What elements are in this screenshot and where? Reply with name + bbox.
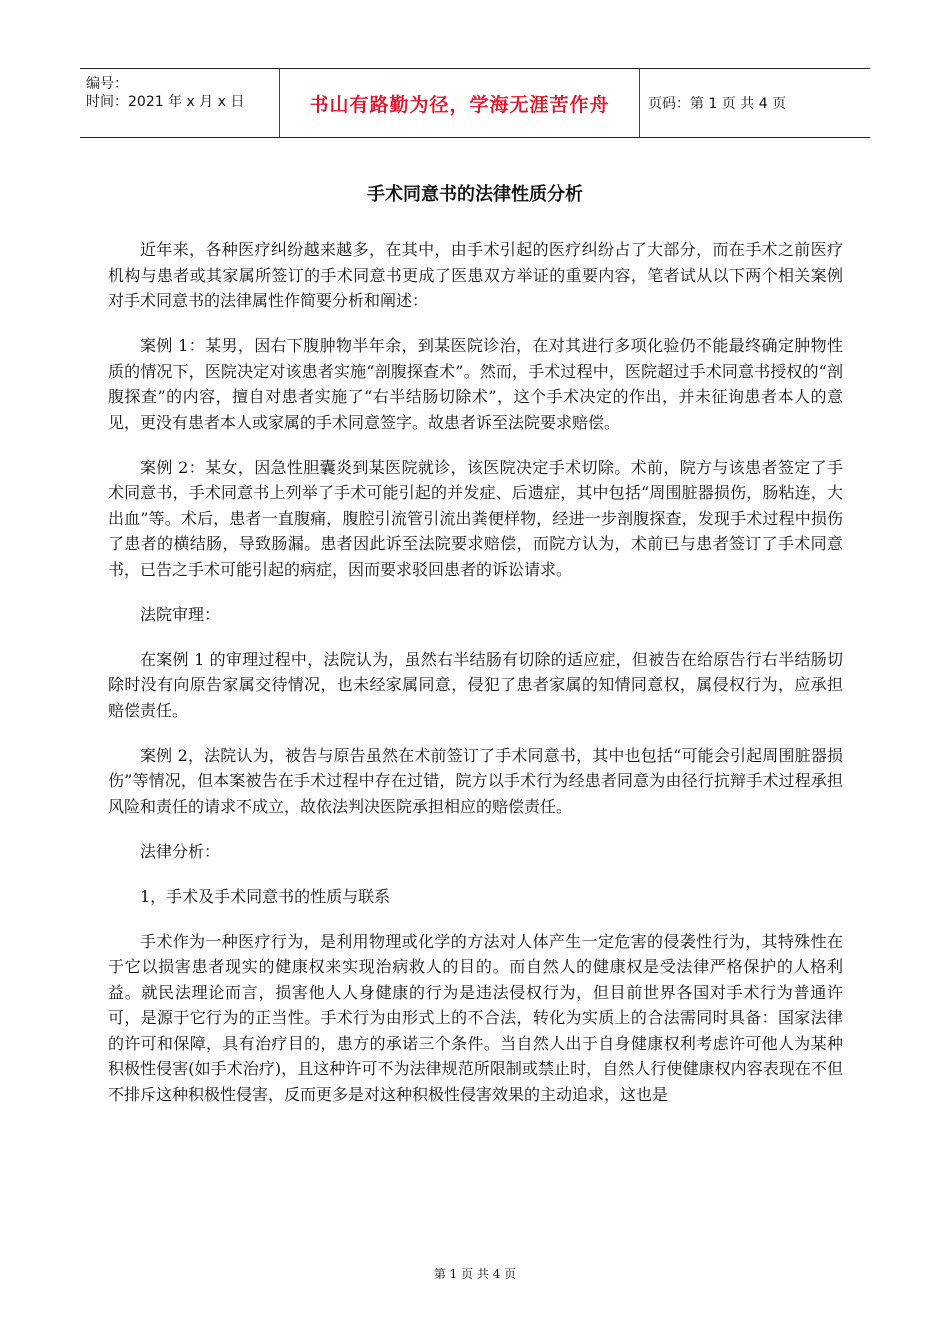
section-1-paragraph: 手术作为一种医疗行为，是利用物理或化学的方法对人体产生一定危害的侵袭性行为，其特殊性在于它以损害患者现实的健康权来实现治病救人的目的。而自然人的健康权是受法律严格保护的人格利益。就民法理论而言，损害他人人身健康的行为是违法侵权行为，但目前世界各国对手术行为普通许可，是源于它行为的正当性。手术行为由形式上的不合法，转化为实质上的合法需同时具备：国家法律 的许可和保障，具有治疗目的，患方的承诺三个条件。当自然人出于自身健康权利考虑许可他人为某种积极性侵害(如手术治疗)，且这种许可不为法律规范所限制或禁止时，自然人行使健康权内容表现在不但不排斥这种积极性侵害，反而更多是对这种积极性侵害效果的主动追求，这也是 (108, 931, 843, 1104)
page-number-label: 页码：第 1 页 共 4 页 (648, 96, 787, 112)
header-info-cell (80, 69, 280, 137)
section-1-heading: 1，手术及手术同意书的性质与联系 (140, 886, 391, 906)
number-label: 编号： (86, 76, 128, 92)
header-motto-cell (280, 69, 640, 137)
court-review-heading: 法院审理： (140, 604, 221, 624)
time-label: 时间：2021 年 x 月 x 日 (86, 94, 245, 110)
intro-paragraph: 近年来，各种医疗纠纷越来越多，在其中，由手术引起的医疗纠纷占了大部分，而在手术之前医疗机构与患者或其家属所签订的手术同意书更成了医患双方举证的重要内容，笔者试从以下两个相关案例对手术同意书的法律属性作简要分析和阐述： (108, 240, 843, 310)
document-body (108, 237, 843, 1127)
document-title: 手术同意书的法律性质分析 (367, 184, 583, 205)
page-header (80, 68, 870, 138)
case-1-paragraph: 案例 1：某男，因右下腹肿物半年余，到某医院诊治，在对其进行多项化验仍不能最终确定肿物性质的情况下，医院决定对该患者实施“剖腹探查术”。然而，手术过程中，医院超过手术同意书授权的“剖腹探查”的内容，擅自对患者实施了“右半结肠切除术”，这个手术决定的作出，并未征询患者本人的意见，更没有患者本人或家属的手术同意签字。故患者诉至法院要求赔偿。 (108, 336, 843, 432)
legal-analysis-heading: 法律分析： (140, 841, 221, 861)
case-2-paragraph: 案例 2：某女，因急性胆囊炎到某医院就诊，该医院决定手术切除。术前，院方与该患者签定了手术同意书，手术同意书上列举了手术可能引起的并发症、后遗症，其中包括“周围脏器损伤，肠粘连，大出血”等。术后，患者一直腹痛，腹腔引流管引流出粪便样物，经进一步剖腹探查，发现手术过程中损伤了患者的横结肠，导致肠漏。患者因此诉至法院要求赔偿，而院方认为，术前已与患者签订了手术同意书，已告之手术可能引起的病症，因而要求驳回患者的诉讼请求。 (108, 457, 843, 579)
page-footer: 第 1 页 共 4 页 (433, 1267, 517, 1281)
case-2-ruling-paragraph: 案例 2，法院认为，被告与原告虽然在术前签订了手术同意书，其中也包括“可能会引起周围脏器损伤”等情况，但本案被告在手术过程中存在过错，院方以手术行为经患者同意为由径行抗辩手术过程承担风险和责任的请求不成立，故依法判决医院承担相应的赔偿责任。 (108, 745, 843, 816)
case-1-ruling-paragraph: 在案例 1 的审理过程中，法院认为，虽然右半结肠有切除的适应症，但被告在给原告行右半结肠切除时没有向原告家属交待情况，也未经家属同意，侵犯了患者家属的知情同意权，属侵权行为，应承担赔偿责任。 (108, 649, 843, 720)
header-page-cell (640, 69, 870, 137)
motto-text: 书山有路勤为径，学海无涯苦作舟 (309, 93, 610, 116)
